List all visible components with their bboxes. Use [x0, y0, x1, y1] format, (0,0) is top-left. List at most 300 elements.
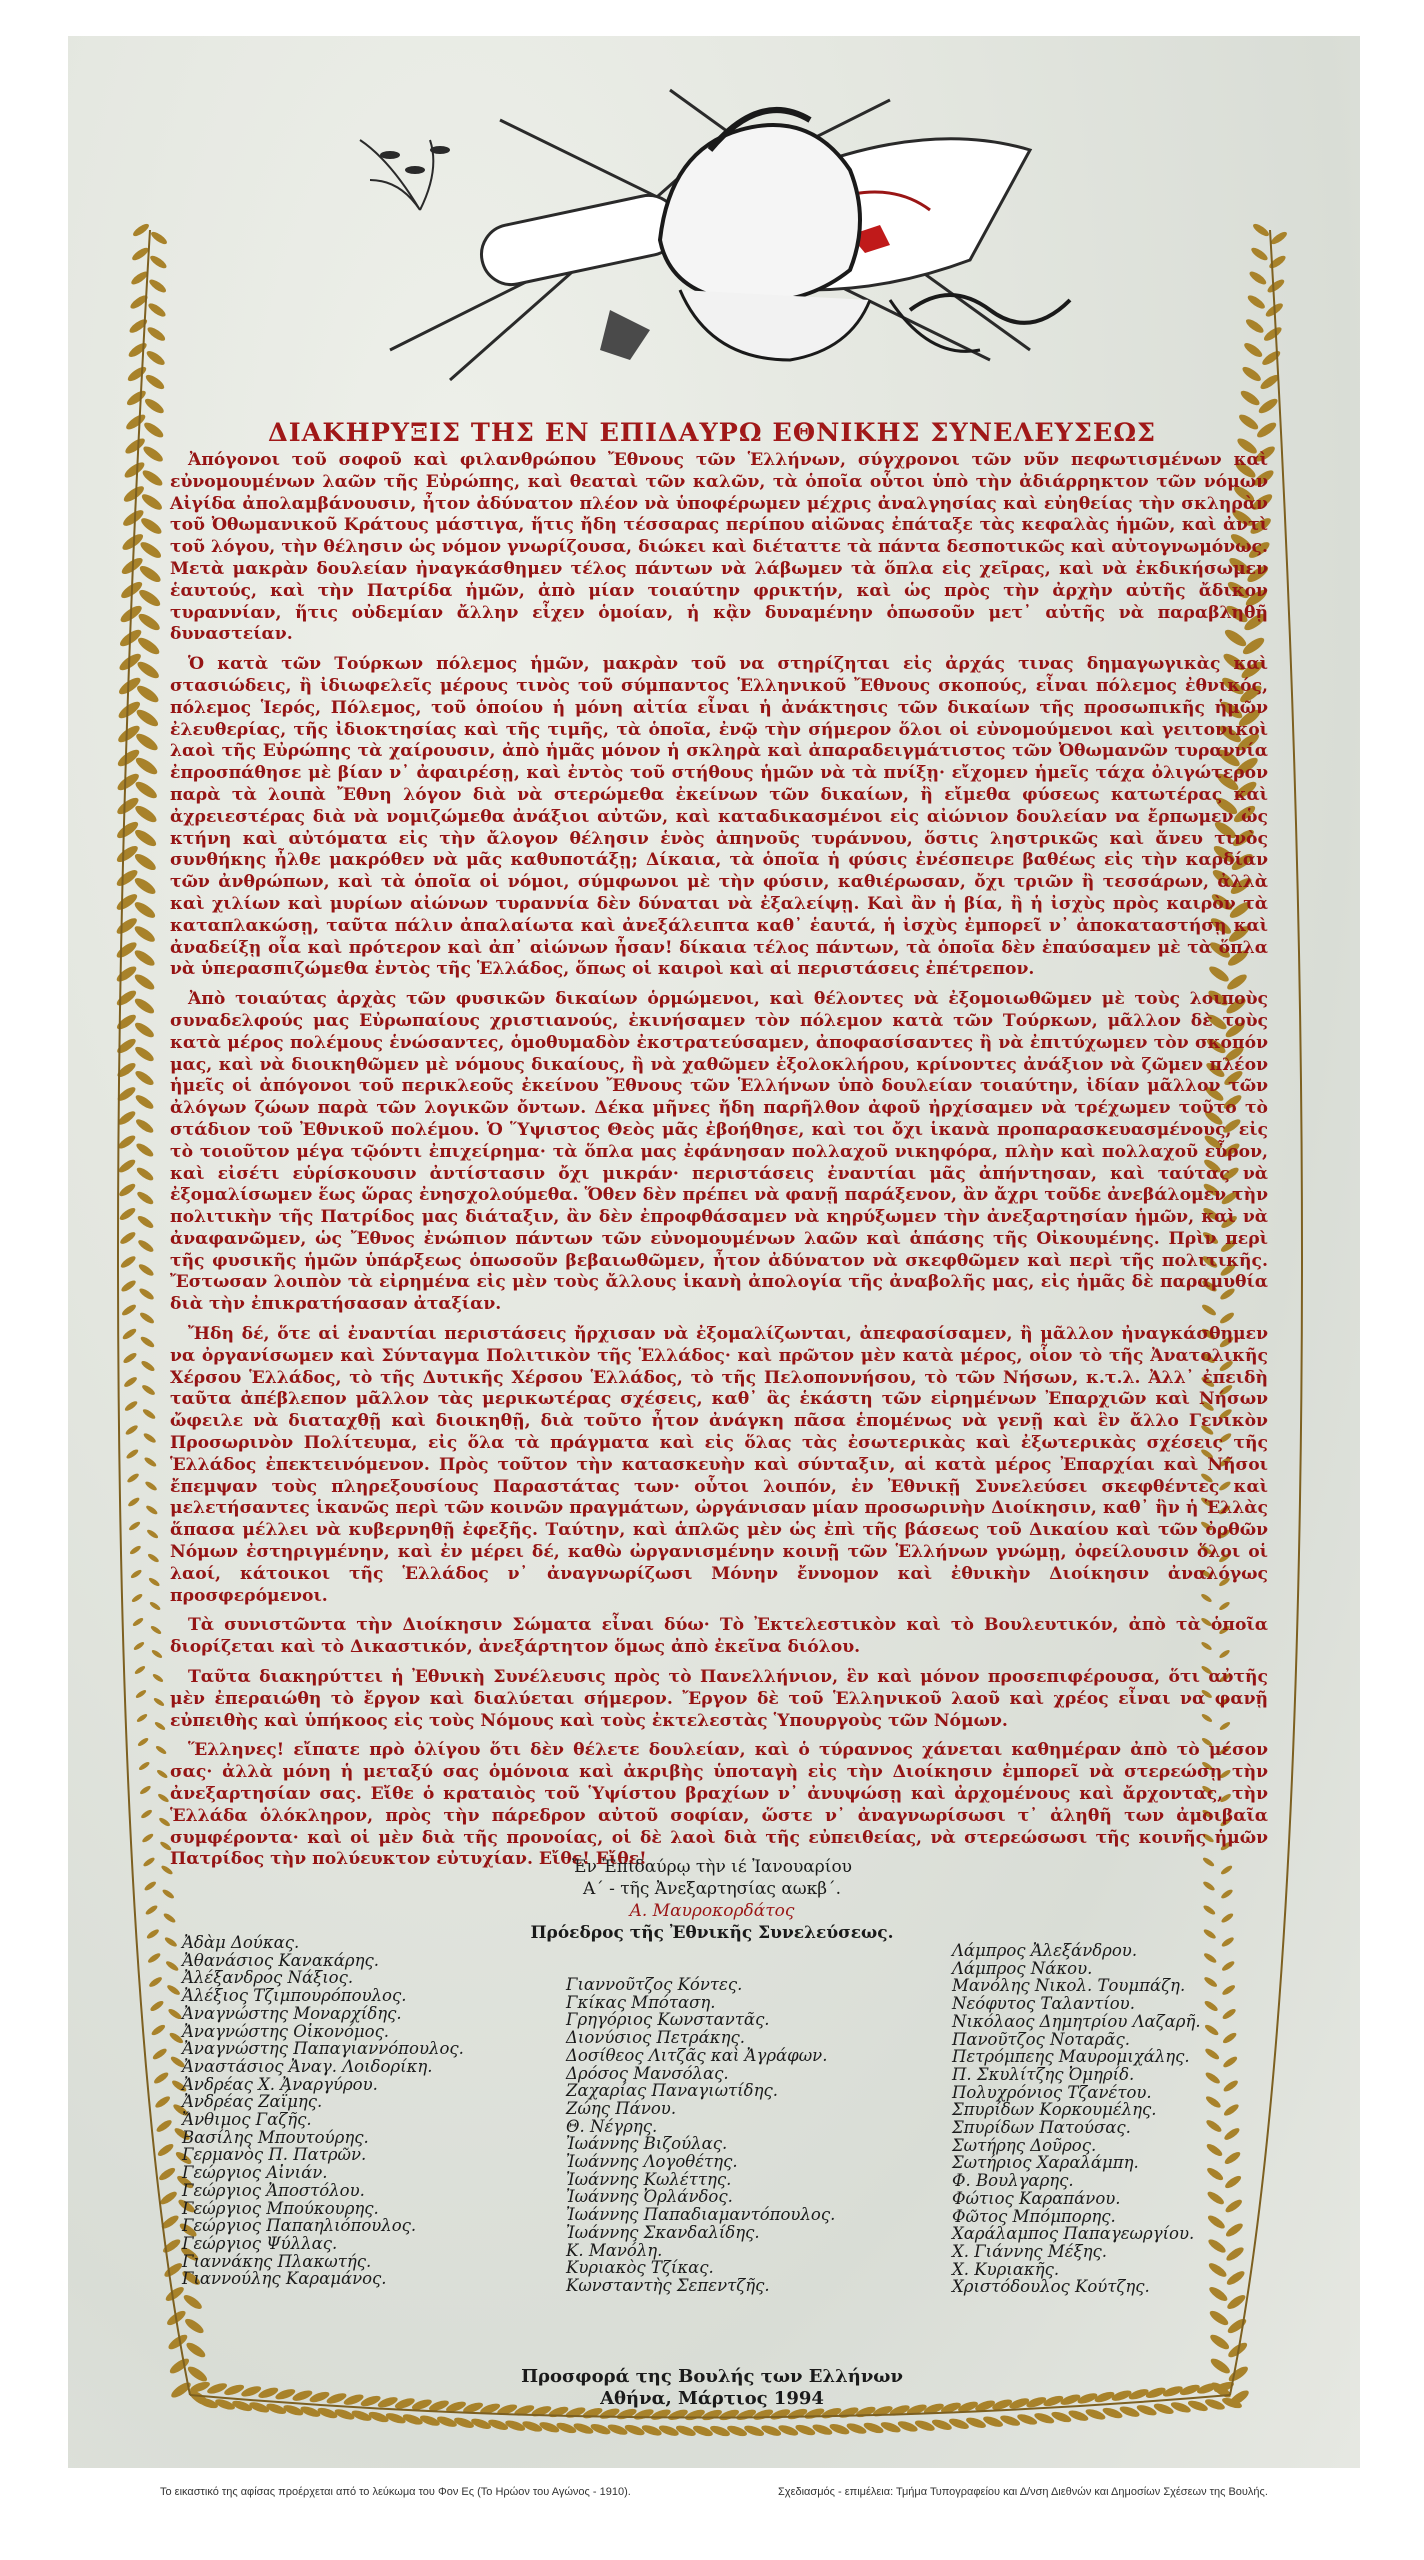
laurel-leaf	[135, 683, 161, 705]
laurel-leaf	[120, 1303, 137, 1318]
laurel-leaf	[1242, 341, 1264, 360]
signatory-name: Φ. Βουλγαρης.	[952, 2171, 1074, 2191]
laurel-leaf	[157, 1792, 170, 1803]
laurel-leaf	[675, 2424, 697, 2439]
laurel-leaf	[1220, 1888, 1234, 1900]
laurel-leaf	[131, 222, 150, 239]
laurel-leaf	[184, 2340, 207, 2360]
laurel-leaf	[134, 731, 160, 753]
laurel-leaf	[1248, 269, 1268, 286]
laurel-leaf	[133, 851, 159, 873]
laurel-leaf	[139, 1784, 152, 1795]
laurel-leaf	[1221, 1983, 1237, 1996]
laurel-leaf	[149, 230, 168, 247]
laurel-leaf	[155, 2118, 173, 2134]
laurel-leaf	[132, 923, 157, 944]
paragraph-6: Ταῦτα διακηρύττει ἡ Ἐθνικὴ Συνέλευσις πρὸς τὸ Πανελλήνιον, ἓν καὶ μόνον προσεπιφέρουσα, ὅτι αὐτῆς μὲν ἐπεραιώθη τὸ ἔργον καὶ διαλύεται σήμερον. Ἔργον δὲ τοῦ Ἑλληνικοῦ λαοῦ καὶ χρέος εἶναι να φανῇ εὐπειθὴς καὶ ὑπήκοος εἰς τοὺς Νόμους καὶ τοὺς ἐκτελεστὰς Ὑπουργοὺς τῶν Νόμων.	[170, 1667, 1268, 1731]
laurel-leaf	[1206, 2237, 1227, 2255]
laurel-leaf	[131, 1593, 144, 1604]
laurel-leaf	[136, 1713, 149, 1724]
laurel-leaf	[1206, 2189, 1226, 2206]
signatory-name: Λάμπρος Νάκου.	[952, 1958, 1093, 1978]
signatory-name: Ζαχαρίας Παναγιωτίδης.	[566, 2081, 778, 2101]
laurel-leaf	[138, 539, 163, 561]
laurel-leaf	[143, 396, 166, 416]
signatory-name: Γεώργιος Ψύλλας.	[182, 2233, 338, 2253]
laurel-leaf	[1221, 1960, 1236, 1973]
laurel-leaf	[168, 2356, 192, 2376]
laurel-leaf	[1203, 2023, 1219, 2037]
laurel-leaf	[124, 1400, 139, 1413]
laurel-leaf	[1204, 2094, 1222, 2109]
laurel-leaf	[156, 1769, 169, 1780]
laurel-leaf	[130, 1568, 143, 1579]
laurel-leaf	[146, 1928, 161, 1941]
signatories-column-3	[952, 1942, 1201, 2296]
signatory-name: Ἀθανάσιος Κανακάρης.	[182, 1950, 379, 1970]
laurel-leaf	[1205, 2118, 1223, 2134]
laurel-leaf	[132, 948, 156, 969]
signatory-name: Γρηγόριος Κωνσταντᾶς.	[566, 2010, 770, 2030]
laurel-leaf	[138, 1761, 151, 1772]
laurel-leaf	[140, 468, 164, 489]
laurel-leaf	[145, 349, 167, 368]
laurel-leaf	[1202, 1904, 1216, 1916]
signatory-name: Διονύσιος Πετράκης.	[566, 2028, 745, 2048]
signatory-name: Σωτήριος Χαραλάμπη.	[952, 2153, 1139, 2173]
laurel-leaf	[132, 1617, 145, 1628]
laurel-leaf	[114, 940, 138, 961]
signatory-name: Σωτήρης Δοῦρος.	[952, 2135, 1097, 2155]
laurel-leaf	[186, 2364, 210, 2384]
laurel-leaf	[606, 2422, 628, 2437]
laurel-leaf	[134, 1141, 155, 1159]
laurel-leaf	[1202, 1880, 1216, 1892]
laurel-leaf	[133, 1069, 155, 1088]
signatory-name: Γιαννάκης Πλακωτής.	[182, 2251, 372, 2271]
laurel-leaf	[139, 1335, 156, 1349]
laurel-leaf	[845, 2421, 867, 2436]
laurel-leaf	[1204, 2047, 1221, 2061]
laurel-leaf	[137, 1262, 155, 1277]
laurel-leaf	[117, 1157, 137, 1174]
laurel-leaf	[115, 988, 139, 1008]
laurel-leaf	[115, 1012, 138, 1032]
laurel-leaf	[148, 1975, 164, 1988]
laurel-leaf	[119, 1254, 137, 1269]
laurel-leaf	[127, 1496, 141, 1508]
laurel-leaf	[162, 1912, 176, 1924]
signatory-name: Ἄνθιμος Γαζῆς.	[182, 2110, 312, 2130]
laurel-leaf	[142, 1432, 157, 1445]
signatory-name: Φώτιος Καραπάνου.	[952, 2188, 1121, 2208]
laurel-leaf	[150, 2023, 166, 2037]
laurel-leaf	[623, 2423, 645, 2438]
laurel-leaf	[1222, 2102, 1240, 2117]
laurel-leaf	[119, 1230, 138, 1246]
laurel-leaf	[134, 1117, 155, 1135]
signatory-name: Δρόσος Μανσόλας.	[566, 2063, 729, 2083]
laurel-leaf	[1208, 2332, 1231, 2352]
laurel-leaf	[142, 420, 165, 440]
signatory-name: Σπυρίδων Πατούσας.	[952, 2118, 1131, 2138]
laurel-leaf	[133, 1020, 156, 1040]
laurel-leaf	[154, 2094, 172, 2109]
signatory-name: Ἀναγνώστης Παπαγιαννόπουλος.	[182, 2039, 464, 2059]
signatory-name: Γιαννούλης Καραμάνος.	[182, 2269, 387, 2289]
signatory-name: Πανοῦτζος Νοταρᾶς.	[952, 2029, 1130, 2049]
laurel-leaf	[135, 1190, 155, 1207]
laurel-leaf	[1239, 388, 1262, 408]
laurel-leaf	[125, 1448, 139, 1460]
laurel-leaf	[140, 1359, 156, 1373]
laurel-leaf	[367, 2410, 389, 2425]
laurel-leaf	[1203, 1952, 1218, 1965]
signoff-year: Α´ - τῆς Ἀνεξαρτησίας αωκβ´.	[582, 1879, 842, 1899]
laurel-leaf	[1221, 2007, 1237, 2021]
laurel-leaf	[135, 659, 161, 681]
signatories-column-1	[182, 1934, 464, 2288]
laurel-leaf	[127, 341, 149, 360]
laurel-leaf	[658, 2423, 680, 2438]
laurel-leaf	[1225, 2269, 1247, 2287]
signatory-name: Γκίκας Μπόταση.	[566, 1992, 716, 2012]
document-title: ΔΙΑΚΗΡΥΞΙΣ ΤΗΣ ΕΝ ΕΠΙΔΑΥΡΩ ΕΘΝΙΚΗΣ ΣΥΝΕΛΕΥΣΕΩΣ	[267, 418, 1157, 448]
signatory-name: Ἀναγνώστης Μοναρχίδης.	[182, 2003, 402, 2023]
laurel-leaf	[589, 2422, 611, 2437]
laurel-leaf	[134, 1665, 147, 1676]
laurel-leaf	[114, 867, 139, 889]
signatory-name: Μανόλης Νικολ. Τουμπάζη.	[952, 1976, 1186, 1996]
paragraph-1: Ἀπόγονοι τοῦ σοφοῦ καὶ φιλανθρώπου Ἔθνους τῶν Ἑλλήνων, σύγχρονοι τῶν νῦν πεφωτισμένων καὶ εὐνομουμένων λαῶν τῆς Εὐρώπης, καὶ θεαταὶ τῶν καλῶν, τὰ ὁποῖα οὗτοι ὑπὸ τὴν ἀδιάρρηκτον τῶν νόμων Αἰγίδα ἀπολαμβάνουσιν, ἦτον ἀδύνατον πλέον νὰ ὑποφέρωμεν μέχρις ἀναλγησίας καὶ εὐηθείας τὴν σκληρὰν τοῦ Ὀθωμανικοῦ Κράτους μάστιγα, ἥτις ἤδη τέσσαρας περίπου αἰῶνας ἐπάταξε τὰς κεφαλὰς ἡμῶν, καὶ ἀντὶ τοῦ λόγου, τὴν θέλησιν ὡς νόμον γνωρίζουσα, διώκει καὶ διέταττε τὰ πάντα δεσποτικῶς καὶ αὐτογνωμόνως. Μετὰ μακρὰν δουλείαν ἠναγκάσθημεν τέλος πάντων νὰ λάβωμεν τὰ ὅπλα εἰς χεῖρας, καὶ νὰ ἐκδικήσωμεν ἑαυτούς, καὶ τὴν Πατρίδα ἡμῶν, ἀπὸ μίαν τοιαύτην φρικτήν, καὶ ὡς πρὸς τὴν ἀρχὴν αὐτῆς ἄδικον τυραννίαν, ἥτις οὐδεμίαν ἄλλην εἶχεν ὁμοίαν, ἡ κᾂν δυναμένην ὁπωσοῦν μετ᾽ αὐτῆς νὰ παραβληθῇ δυναστείαν.	[170, 450, 1268, 645]
laurel-leaf	[136, 1214, 155, 1230]
laurel-leaf	[1255, 420, 1278, 440]
laurel-leaf	[879, 2420, 901, 2435]
laurel-leaf	[1249, 245, 1269, 262]
signatory-name: Ἀλέξιος Τζιμπουρόπουλος.	[182, 1986, 407, 2006]
footer-credit-left: Το εικαστικό της αφίσας προέρχεται από το λεύκωμα του Φον Ες (Το Ηρώον του Αγώνος - 1910).	[160, 2486, 631, 2498]
signatory-name: Κυριακὸς Τζίκας.	[566, 2258, 714, 2278]
laurel-leaf	[137, 1238, 156, 1254]
laurel-leaf	[1223, 2126, 1241, 2142]
laurel-leaf	[133, 972, 157, 992]
laurel-leaf	[151, 1649, 164, 1660]
helmet-trophy-emblem	[330, 60, 1150, 400]
laurel-leaf	[1207, 2285, 1229, 2304]
laurel-leaf	[143, 1880, 157, 1892]
laurel-leaf	[147, 1552, 160, 1563]
laurel-leaf	[123, 436, 147, 456]
laurel-leaf	[828, 2422, 850, 2437]
laurel-leaf	[144, 1904, 158, 1916]
declaration-body	[170, 450, 1268, 1879]
signatory-name: Γεώργιος Παπαηλιόπουλος.	[182, 2216, 417, 2236]
laurel-leaf	[149, 1601, 162, 1612]
laurel-leaf	[151, 2047, 168, 2061]
laurel-leaf	[183, 2316, 206, 2335]
paragraph-3: Ἀπὸ τοιαύτας ἀρχὰς τῶν φυσικῶν δικαίων ὁρμώμενοι, καὶ θέλοντες νὰ ἐξομοιωθῶμεν μὲ τοὺς λοιποὺς συναδελφούς μας Εὐρωπαίους χριστιανούς, ἐκινήσαμεν τὸν πόλεμον κατὰ τῶν Τούρκων, μᾶλλον δὲ τοὺς κατὰ μέρος πολέμους ἑνώσαντες, ὁμοθυμαδὸν ἐκστρατεύσαμεν, ἀποφασίσαντες ἢ νὰ ἐπιτύχωμεν τὸν σκοπόν μας, καὶ νὰ διοικηθῶμεν μὲ νόμους δικαίους, ἢ νὰ χαθῶμεν ἐξολοκλήρου, κρίνοντες ἀνάξιον νὰ ζῶμεν πλέον ἡμεῖς οἱ ἀπόγονοι τοῦ περικλεοῦς ἐκείνου Ἔθνους τῶν Ἑλλήνων ὑπὸ δουλείαν τοιαύτην, ἰδίαν μᾶλλον τῶν ἀλόγων ζώων παρὰ τῶν λογικῶν ὄντων. Δέκα μῆνες ἤδη παρῆλθον ἀφοῦ ἠρχίσαμεν νὰ τρέχωμεν τοῦτο τὸ στάδιον τοῦ Ἐθνικοῦ πολέμου. Ὁ Ὕψιστος Θεὸς μᾶς ἐβοήθησε, καὶ τοι ὄχι ἱκανὰ προπαρασκευασμένους, εἰς τὸ τοιοῦτον μέγα τῷόντι ἐπιχείρημα· τὰ ὅπλα μας ἐφάνησαν πολλαχοῦ νικηφόρα, πλὴν καὶ πολλαχοῦ εὗρον, καὶ εἰσέτι εὑρίσκουσιν ἀντίστασιν ὄχι μικράν· περιστάσεις ἐναντίαι μᾶς ἀπήντησαν, καὶ ταύτας νὰ ἐξομαλίσωμεν ἕως ὥρας ἐνησχολούμεθα. Ὅθεν δὲν πρέπει νὰ φανῇ παράξενον, ἂν ἄχρι τοῦδε ἀνεβάλομεν τὴν πολιτικὴν τῆς Πατρίδος μας διάταξιν, ἂν δὲν ἐπροφθάσαμεν νὰ κηρύξωμεν τὴν ἀνεξαρτησίαν ἡμῶν, καὶ νὰ ἀναφανῶμεν, ὡς Ἔθνος ἐνώπιον πάντων τῶν εὐνομουμένων λαῶν καὶ ἁπάσης τῆς Οἰκουμένης. Πρὶν περὶ τῆς φυσικῆς ἡμῶν ὑπάρξεως ὁπωσοῦν βεβαιωθῶμεν, ἦτον ἀδύνατον νὰ σκεφθῶμεν καὶ περὶ τῆς πολιτικῆς. Ἔστωσαν λοιπὸν τὰ εἰρημένα εἰς μὲν τοὺς ἄλλους ἱκανὴ ἀπολογία τῆς ἀναβολῆς μας, εἰς ἡμᾶς δὲ παραμυθία διὰ τὴν ἐπικρατήσασαν ἀταξίαν.	[170, 989, 1268, 1315]
laurel-leaf	[133, 755, 159, 777]
laurel-leaf	[115, 964, 139, 984]
footer-credit-right: Σχεδιασμός - επιμέλεια: Τμήμα Τυπογραφείου και Δ/νση Διεθνών και Δημοσίων Σχέσεων της Βουλής.	[778, 2486, 1268, 2498]
signatory-name: Χριστόδουλος Κούτζης.	[952, 2277, 1150, 2297]
signatory-name: Ἰωάννης Βιζούλας.	[566, 2134, 728, 2154]
laurel-leaf	[153, 1697, 166, 1708]
signatory-name: Νεόφυτος Ταλαντίου.	[952, 1994, 1135, 2014]
laurel-leaf	[133, 827, 159, 849]
laurel-leaf	[167, 2007, 183, 2021]
laurel-leaf	[146, 301, 167, 319]
laurel-leaf	[141, 1383, 157, 1396]
laurel-leaf	[1222, 2055, 1239, 2069]
laurel-leaf	[811, 2422, 833, 2437]
laurel-leaf	[136, 611, 162, 633]
signatory-name: Ἰωάννης Σκανδαλίδης.	[566, 2222, 760, 2242]
laurel-leaf	[709, 2424, 731, 2439]
laurel-leaf	[487, 2417, 509, 2432]
laurel-leaf	[862, 2421, 884, 2436]
signoff-block	[412, 1856, 1012, 1944]
signatory-name: Ἀναστάσιος Ἀναγ. Λοιδορίκη.	[182, 2056, 433, 2076]
laurel-leaf	[1240, 364, 1262, 383]
laurel-leaf	[123, 1375, 139, 1388]
laurel-leaf	[133, 996, 157, 1016]
signatory-name: Νικόλαος Δημητρίου Λαζαρῆ.	[952, 2011, 1201, 2031]
signatory-name: Πολυχρόνιος Τζανέτου.	[952, 2082, 1152, 2102]
laurel-leaf	[155, 1745, 168, 1756]
laurel-leaf	[122, 1351, 138, 1365]
laurel-leaf	[1224, 2221, 1245, 2239]
laurel-leaf	[137, 563, 162, 585]
laurel-leaf	[125, 388, 148, 408]
laurel-leaf	[121, 507, 146, 528]
laurel-leaf	[133, 1044, 156, 1063]
signatory-name: Ἀλέξανδρος Νάξιος.	[182, 1968, 354, 1988]
laurel-leaf	[146, 1528, 159, 1539]
signatory-name: Κωνσταντὴς Σεπεντζῆς.	[566, 2275, 770, 2295]
laurel-leaf	[470, 2416, 492, 2431]
laurel-leaf	[146, 325, 168, 343]
signatory-name: Χ. Γιάννης Μέξης.	[952, 2241, 1107, 2261]
signatory-name: Βασίλης Μπουτούρης.	[182, 2127, 369, 2147]
offering-block	[412, 2366, 1012, 2410]
laurel-leaf	[148, 253, 168, 270]
laurel-leaf	[726, 2424, 748, 2439]
laurel-leaf	[134, 1093, 156, 1112]
laurel-leaf	[692, 2424, 714, 2439]
laurel-leaf	[133, 1641, 146, 1652]
laurel-leaf	[135, 1689, 148, 1700]
signatory-name: Φῶτος Μπόμπορης.	[952, 2206, 1116, 2226]
laurel-leaf	[1224, 2197, 1244, 2214]
signatory-name: Ἀναγνώστης Οἰκονόμος.	[182, 2021, 390, 2041]
laurel-leaf	[1220, 1936, 1235, 1949]
laurel-leaf	[137, 587, 163, 609]
laurel-leaf	[132, 875, 157, 897]
signatory-name: Ἰωάννης Κωλέττης.	[566, 2169, 732, 2189]
laurel-leaf	[145, 1504, 159, 1516]
signatory-name: Ἰωάννης Παπαδιαμαντόπουλος.	[566, 2205, 836, 2225]
signatory-name: Γεώργιος Αἰνιάν.	[182, 2163, 328, 2183]
laurel-leaf	[120, 1279, 138, 1294]
laurel-leaf	[138, 1287, 156, 1302]
laurel-leaf	[164, 1936, 179, 1949]
laurel-leaf	[144, 372, 166, 391]
signatory-name: Π. Σκυλίτζης Ὀμηρίδ.	[952, 2064, 1135, 2084]
laurel-leaf	[135, 1165, 155, 1182]
laurel-leaf	[144, 1480, 158, 1492]
offering-line-2: Αθήνα, Μάρτιος 1994	[600, 2388, 824, 2409]
laurel-leaf	[1266, 277, 1286, 294]
laurel-leaf	[114, 915, 139, 936]
laurel-leaf	[148, 1576, 161, 1587]
laurel-leaf	[126, 1472, 140, 1484]
laurel-leaf	[124, 1424, 139, 1437]
laurel-leaf	[1223, 2150, 1242, 2166]
signoff-place-date: Ἐν Ἐπιδαύρῳ τὴν ιέ Ἰανουαρίου	[571, 1857, 853, 1877]
paragraph-7: Ἕλληνες! εἴπατε πρὸ ὀλίγου ὅτι δὲν θέλετε δουλείαν, καὶ ὁ τύραννος χάνεται καθημέραν ἀπὸ τὸ μέσον σας· ἀλλὰ μόνη ἡ μεταξύ σας ὁμόνοια καὶ ἀκριβὴς ὑποταγὴ εἰς τὴν Διοίκησιν ἐμπορεῖ νὰ στερεώσῃ τὴν ἀνεξαρτησίαν σας. Εἴθε ὁ κραταιὸς τοῦ Ὑψίστου βραχίων ν᾽ ἀνυψώσῃ καὶ ἀρχομένους καὶ ἄρχοντας, τὴν Ἑλλάδα ὁλόκληρον, πρὸς τὴν πάρεδρον αὐτοῦ σοφίαν, ὥστε ν᾽ ἀναγνωρίσωσι τ᾽ ἀληθῆ των ἀμοιβαῖα συμφέροντα· καὶ οἱ μὲν διὰ τῆς προνοίας, οἱ δὲ λαοὶ διὰ τῆς εὐπειθείας, νὰ στερεώσωσι τῆς κοινῆς ἡμῶν Πατρίδος τὴν πολύευκτον εὐτυχίαν. Εἴθε! Εἴθε!	[170, 1740, 1268, 1870]
laurel-leaf	[142, 1856, 156, 1868]
laurel-leaf	[1208, 2308, 1231, 2327]
laurel-leaf	[124, 412, 147, 432]
laurel-leaf	[1205, 2166, 1225, 2183]
laurel-leaf	[122, 484, 147, 505]
laurel-leaf	[504, 2418, 526, 2433]
laurel-leaf	[134, 707, 160, 729]
laurel-leaf	[1202, 1928, 1217, 1941]
signatory-name: Ἀνδρέας Ζαΐμης.	[182, 2092, 323, 2112]
laurel-leaf	[115, 819, 141, 841]
laurel-leaf	[136, 635, 162, 657]
laurel-leaf	[1205, 2142, 1224, 2158]
laurel-leaf	[147, 1952, 162, 1965]
laurel-leaf	[538, 2420, 560, 2435]
laurel-leaf	[572, 2421, 594, 2436]
signatory-name: Κ. Μανόλη.	[566, 2240, 663, 2260]
laurel-leaf	[150, 1625, 163, 1636]
laurel-leaf	[152, 2071, 169, 2086]
laurel-leaf	[1206, 2213, 1227, 2231]
signatory-name: Γερμανὸς Π. Πατρῶν.	[182, 2145, 367, 2165]
laurel-leaf	[794, 2423, 816, 2438]
signatory-name: Ζώης Πάνου.	[566, 2098, 677, 2118]
laurel-leaf	[350, 2408, 372, 2423]
laurel-leaf	[156, 2142, 175, 2158]
laurel-leaf	[1244, 317, 1266, 335]
laurel-leaf	[1223, 2174, 1243, 2191]
laurel-leaf	[1220, 1912, 1234, 1924]
laurel-leaf	[1257, 396, 1280, 416]
signatory-name: Χ. Κυριακῆς.	[952, 2259, 1060, 2279]
laurel-leaf	[385, 2411, 407, 2426]
laurel-leaf	[116, 1133, 137, 1151]
signatory-name: Γεώργιος Ἀποστόλου.	[182, 2180, 365, 2200]
laurel-leaf	[453, 2415, 475, 2430]
laurel-leaf	[1237, 412, 1260, 432]
laurel-leaf	[1225, 2293, 1247, 2312]
laurel-leaf	[1251, 222, 1270, 239]
laurel-leaf	[402, 2412, 424, 2427]
laurel-leaf	[1221, 2031, 1237, 2045]
laurel-leaf	[1207, 2261, 1229, 2279]
laurel-leaf	[760, 2423, 782, 2438]
laurel-leaf	[128, 1520, 141, 1531]
laurel-leaf	[1246, 293, 1267, 311]
laurel-leaf	[122, 460, 146, 481]
laurel-leaf	[141, 444, 165, 464]
laurel-leaf	[154, 1721, 167, 1732]
signatory-name: Χαράλαμπος Παπαγεωργίου.	[952, 2224, 1195, 2244]
laurel-leaf	[132, 899, 157, 920]
signatory-name: Πετρόμπεης Μαυρομιχάλης.	[952, 2047, 1190, 2067]
laurel-leaf	[147, 277, 167, 294]
laurel-leaf	[1203, 1975, 1219, 1988]
laurel-leaf	[165, 1960, 180, 1973]
laurel-leaf	[182, 2293, 204, 2312]
laurel-leaf	[166, 1983, 182, 1996]
laurel-leaf	[743, 2424, 765, 2439]
laurel-leaf	[1269, 230, 1288, 247]
laurel-leaf	[117, 1182, 137, 1199]
laurel-leaf	[777, 2423, 799, 2438]
laurel-leaf	[149, 1999, 165, 2013]
laurel-leaf	[1224, 2245, 1245, 2263]
president-title: Πρόεδρος τῆς Ἐθνικῆς Συνελεύσεως.	[530, 1923, 894, 1943]
signatory-name: Ἀδὰμ Δούκας.	[182, 1933, 300, 1952]
paragraph-2: Ὁ κατὰ τῶν Τούρκων πόλεμος ἡμῶν, μακρὰν τοῦ να στηρίζηται εἰς ἀρχάς τινας δημαγωγικὰς καὶ στασιώδεις, ἢ ἰδιωφελεῖς μέρους τινὸς τοῦ σύμπαντος Ἑλληνικοῦ Ἔθνους σκοπούς, εἶναι πόλεμος ἐθνικός, πόλεμος Ἱερός, Πόλεμος, τοῦ ὁποίου ἡ μόνη αἰτία εἶναι ἡ ἀνάκτησις τῶν δικαίων τῆς προσωπικῆς ἡμῶν ἐλευθερίας, τῆς ἰδιοκτησίας καὶ τῆς τιμῆς, τὰ ὁποῖα, ἐνῷ τὴν σήμερον ὅλοι οἱ εὐνομούμενοι καὶ γειτονικοὶ λαοὶ τῆς Εὐρώπης τὰ χαίρουσιν, ἀπὸ ἡμᾶς μόνον ἡ σκληρὰ καὶ ἀπαραδειγμάτιστος τῶν Ὀθωμανῶν τυραννία ἐπροσπάθησε μὲ βίαν ν᾽ ἀφαιρέσῃ, καὶ ἐντὸς τοῦ στήθους ἡμῶν νὰ τὰ πνίξῃ· εἴχομεν ἡμεῖς τάχα ὀλιγώτερον παρὰ τὰ λοιπὰ Ἔθνη λόγον διὰ νὰ στερώμεθα ἐκείνων τῶν δικαίων, ἢ εἴμεθα φύσεως κατωτέρας καὶ ἀχρειεστέρας διὰ νὰ νομιζώμεθα ἀνάξιοι αὐτῶν, καὶ καταδικασμένοι εἰς αἰώνιον δουλείαν να ἔρπωμεν ὡς κτήνη καὶ αὐτόματα εἰς τὴν ἄλογον θέλησιν ἑνὸς ἀπηνοῦς τυράννου, ὅστις ληστρικῶς καὶ ἄνευ τινὸς συνθήκης ἦλθε μακρόθεν νὰ μᾶς καθυποτάξῃ; Δίκαια, τὰ ὁποῖα ἡ φύσις ἐνέσπειρε βαθέως εἰς τὴν καρδίαν τῶν ἀνθρώπων, καὶ τὰ ὁποῖα οἱ νόμοι, σύμφωνοι μὲ τὴν φύσιν, καθιέρωσαν, ὄχι τριῶν ἢ τεσσάρων, ἀλλὰ καὶ χιλίων καὶ μυρίων αἰώνων τυραννία δὲν δύναται νὰ ἐξαλείψῃ. Καὶ ἂν ἡ βία, ἢ ἡ ἰσχὺς πρὸς καιρὸν τὰ καταπλακώσῃ, ταῦτα πάλιν ἀπαλαίωτα καὶ ἀνεξάλειπτα καθ᾽ ἑαυτά, ἡ ἰσχὺς ἐμπορεῖ ν᾽ ἀποκαταστήσῃ καὶ ἀναδείξῃ οἷα καὶ πρότερον καὶ ἀπ᾽ αἰώνων ἦσαν! δίκαια τέλος πάντων, τὰ ὁποῖα δὲν ἐπαύσαμεν μὲ τὰ ὅπλα νὰ ὑπερασπιζώμεθα ἐντὸς τῆς Ἑλλάδος, ὅπως οἱ καιροὶ καὶ αἱ περιστάσεις ἐπέτρεπον.	[170, 654, 1268, 980]
signatory-name: Σπυρίδων Κορκουμέλης.	[952, 2100, 1157, 2120]
laurel-leaf	[139, 515, 164, 536]
laurel-leaf	[159, 2189, 179, 2206]
laurel-leaf	[161, 1888, 175, 1900]
signatories-column-2	[566, 1976, 835, 2295]
paragraph-4: Ἤδη δέ, ὅτε αἱ ἐναντίαι περιστάσεις ἤρχισαν νὰ ἐξομαλίζωνται, ἀπεφασίσαμεν, ἢ μᾶλλον ἠναγκάσθημεν να ὀργανίσωμεν καὶ Σύνταγμα Πολιτικὸν τῆς Ἑλλάδος· καὶ πρῶτον μὲν κατὰ μέρος, οἷον τὸ τῆς Ἀνατολικῆς Χέρσου Ἑλλάδος, τὸ τῆς Δυτικῆς Χέρσου Ἑλλάδος, τὸ τῆς Πελοποννήσου, τὸ τῶν Νήσων, κ.τ.λ. Ἀλλ᾽ ἐπειδὴ ταῦτα ἀπέβλεπον μᾶλλον τὰς μερικωτέρας σχέσεις, καθ᾽ ἃς ἑκάστη τῶν εἰρημένων Ἐπαρχιῶν καὶ Νήσων ὤφειλε νὰ διαταχθῇ καὶ διοικηθῇ, διὰ τοῦτο ἦτον ἀνάγκη πᾶσα ἑπομένως νὰ γενῇ καὶ ἓν ἄλλο Γενικὸν Προσωρινὸν Πολίτευμα, εἰς ὅλα τὰ πράγματα καὶ εἰς ὅλας τὰς ἐσωτερικὰς καὶ ἐξωτερικὰς σχέσεις τῆς Ἑλλάδος ἐπεκτεινόμενον. Πρὸς τοῦτον τὴν κατασκευὴν καὶ σύνταξιν, αἱ κατὰ μέρος Ἐπαρχίαι καὶ Νῆσοι ἔπεμψαν τοὺς πληρεξουσίους Παραστάτας των· οὗτοι λοιπόν, ἐν Ἐθνικῇ Συνελεύσει σκεφθέντες καὶ μελετήσαντες ἱκανῶς περὶ τῶν κοινῶν πραγμάτων, ὠργάνισαν μίαν προσωρινὴν Διοίκησιν, καθ᾽ ἣν ἡ Ἑλλὰς ἅπασα μέλλει νὰ κυβερνηθῇ ἐφεξῆς. Ταύτην, καὶ ἁπλῶς μὲν ὡς ἐπὶ τῆς βάσεως τοῦ Δικαίου καὶ τῶν ὀρθῶν Νόμων ἐστηριγμένην, καὶ ἐν μέρει δέ, καθὼ ὠργανισμένην κοινῇ τῶν Ἑλλήνων γνώμῃ, ὀφείλουσιν ὅλοι οἱ λαοί, κάτοικοι τῆς Ἑλλάδος ν᾽ ἀναγνωρίζωσι Μόνην ἔννομον καὶ ἐθνικὴν Διοίκησιν ἀναλόγως προσφερόμενοι.	[170, 1324, 1268, 1606]
laurel-leaf	[162, 2261, 184, 2279]
laurel-leaf	[129, 1544, 142, 1555]
offering-line-1: Προσφορά της Βουλής των Ελλήνων	[521, 2366, 903, 2387]
signatory-name: Ἰωάννης Ὀρλάνδος.	[566, 2187, 733, 2207]
laurel-leaf	[140, 1808, 153, 1819]
laurel-leaf	[1222, 2079, 1239, 2094]
laurel-leaf	[1203, 1999, 1219, 2013]
laurel-leaf	[1226, 2316, 1249, 2335]
laurel-leaf	[114, 891, 139, 912]
laurel-leaf	[133, 803, 159, 825]
laurel-leaf	[436, 2414, 458, 2429]
laurel-leaf	[138, 1311, 155, 1326]
signatory-name: Γεώργιος Μπούκουρης.	[182, 2198, 379, 2218]
laurel-leaf	[140, 492, 165, 513]
laurel-leaf	[137, 1737, 150, 1748]
signatory-name: Ἰωάννης Λογοθέτης.	[566, 2152, 738, 2172]
laurel-leaf	[1204, 2071, 1221, 2086]
laurel-leaf	[115, 843, 141, 865]
laurel-leaf	[1227, 2364, 1251, 2384]
laurel-leaf	[1262, 325, 1284, 343]
president-name: Α. Μαυροκορδάτος	[629, 1901, 795, 1921]
laurel-leaf	[143, 1456, 157, 1468]
paragraph-5: Τὰ συνιστῶντα τὴν Διοίκησιν Σώματα εἶναι δύω· Τὸ Ἐκτελεστικὸν καὶ τὸ Βουλευτικόν, ἀπὸ τὰ ὁποῖα διορίζεται καὶ τὸ Δικαστικόν, ἀνεξάρτητον ὅμως ἀπὸ ἐκεῖνα διόλου.	[170, 1615, 1268, 1658]
signatory-name: Ἀνδρέας Χ. Ἀναργύρου.	[182, 2074, 378, 2094]
laurel-leaf	[142, 1408, 157, 1421]
laurel-leaf	[1267, 253, 1287, 270]
laurel-leaf	[118, 1206, 137, 1222]
laurel-leaf	[521, 2419, 543, 2434]
laurel-leaf	[419, 2413, 441, 2428]
laurel-leaf	[1209, 2356, 1233, 2376]
signatory-name: Θ. Νέγρης.	[566, 2116, 658, 2136]
laurel-leaf	[157, 2166, 177, 2183]
